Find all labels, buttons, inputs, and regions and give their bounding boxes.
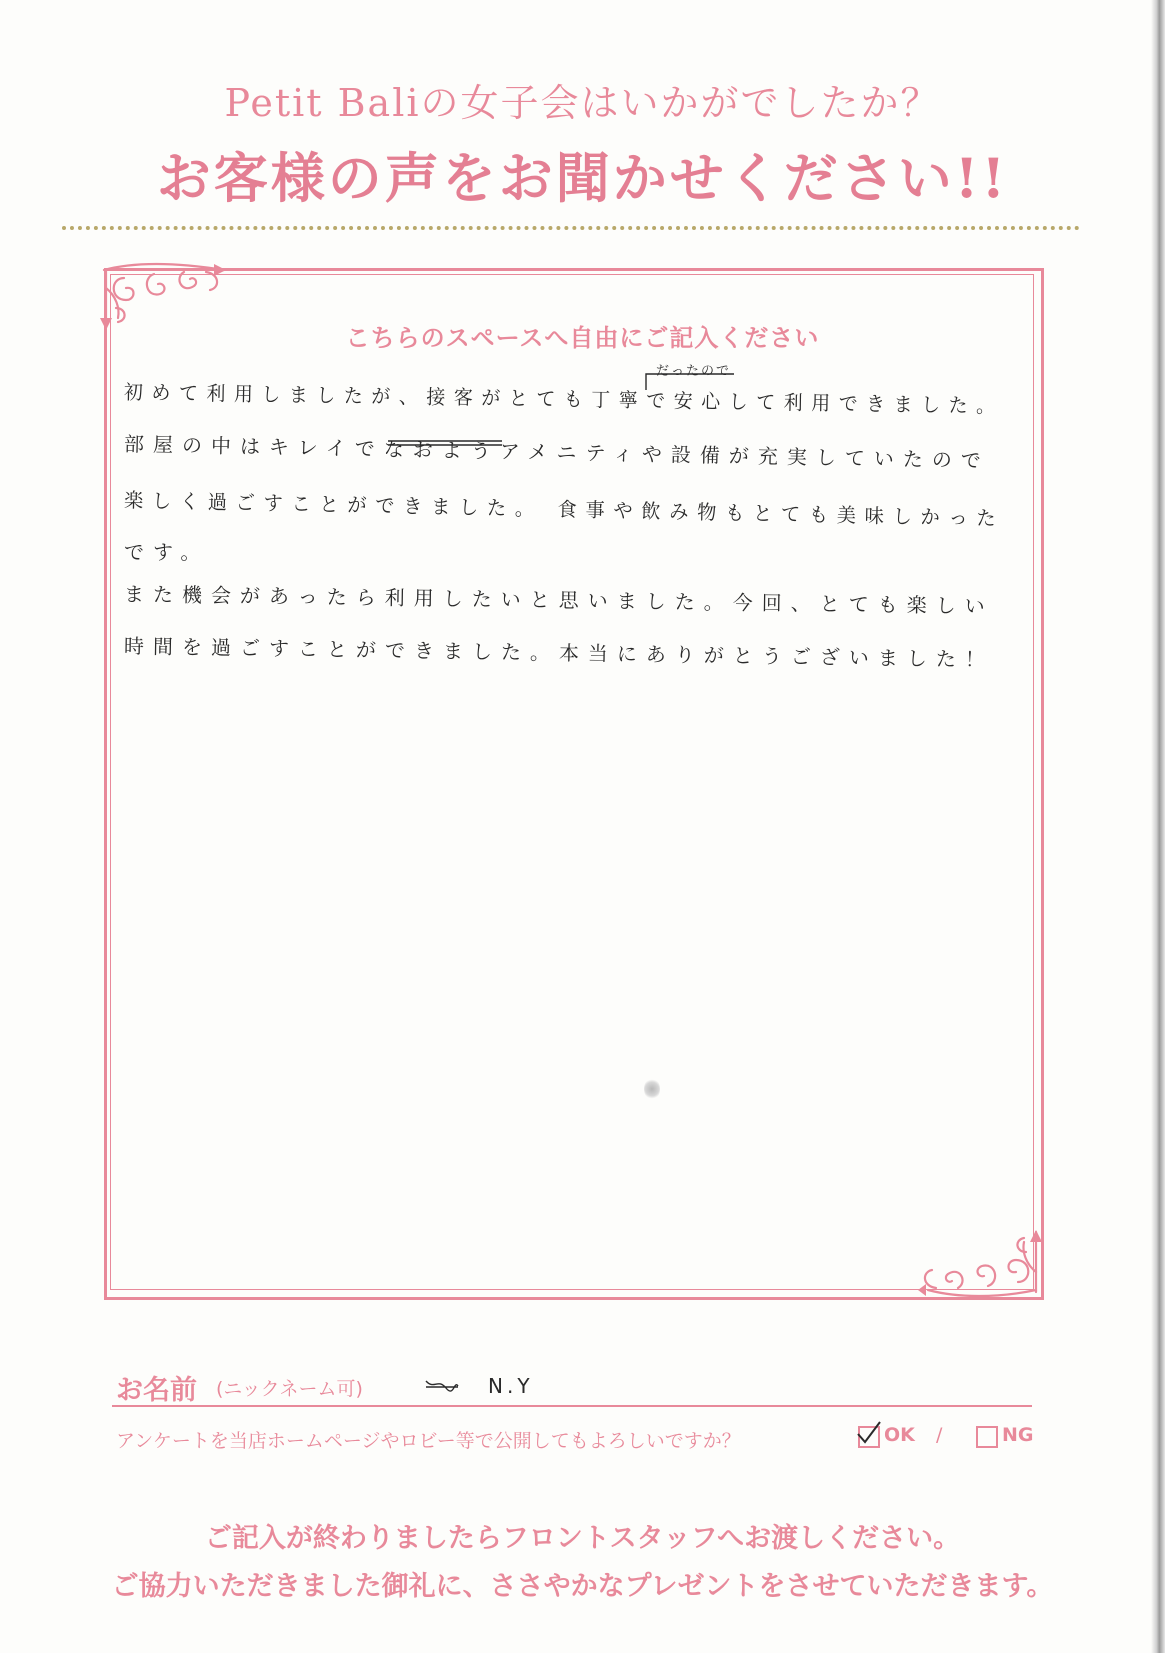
name-scribble bbox=[424, 1378, 460, 1392]
ng-checkbox[interactable] bbox=[976, 1426, 998, 1448]
ng-label: NG bbox=[1002, 1424, 1034, 1446]
publish-question: アンケートを当店ホームページやロビー等で公開してもよろしいですか？ bbox=[116, 1430, 741, 1452]
comment-frame-inner bbox=[110, 274, 1034, 1290]
name-label: お名前 bbox=[116, 1375, 197, 1406]
option-separator: / bbox=[936, 1424, 943, 1446]
comment-line-1: 初めて利用しましたが、接客がとても丁寧で安心して利用できました。 bbox=[123, 380, 1004, 418]
comment-line-6: 時間を過ごすことができました。本当にありがとうございました！ bbox=[123, 634, 995, 672]
strikethrough bbox=[386, 436, 506, 450]
name-underline bbox=[112, 1405, 1032, 1407]
corner-ornament-bottom-right bbox=[918, 1222, 1048, 1302]
comment-line-3: 楽しく過ごすことができました。 食事や飲み物もとても美味しかった bbox=[123, 488, 1005, 531]
comment-line-5: また機会があったら利用したいと思いました。今回、とても楽しい bbox=[123, 582, 994, 619]
page-title: Petit Baliの女子会はいかがでしたか？ bbox=[224, 81, 941, 125]
scan-edge bbox=[1151, 0, 1165, 1653]
footer-thanks: ご協力いただきました御礼に、ささやかなプレゼントをさせていただきます。 bbox=[111, 1571, 1054, 1602]
ok-label: OK bbox=[884, 1424, 915, 1446]
name-value[interactable]: N.Y bbox=[488, 1374, 534, 1398]
frame-caption: こちらのスペースへ自由にご記入ください bbox=[345, 324, 820, 352]
comment-line-2: 部屋の中はキレイでなおようアメニティや設備が充実していたので bbox=[123, 432, 991, 473]
comment-line-4: です。 bbox=[124, 540, 210, 564]
handwritten-insertion: だったので bbox=[656, 364, 732, 379]
dotted-divider bbox=[62, 226, 1080, 230]
page-subtitle: お客様の声をお聞かせください!! bbox=[156, 146, 1009, 210]
name-note: (ニックネーム可) bbox=[216, 1378, 363, 1400]
footer-instruction: ご記入が終わりましたらフロントスタッフへお渡しください。 bbox=[204, 1523, 961, 1554]
check-mark-icon bbox=[856, 1420, 882, 1446]
smudge-mark bbox=[644, 1078, 660, 1100]
